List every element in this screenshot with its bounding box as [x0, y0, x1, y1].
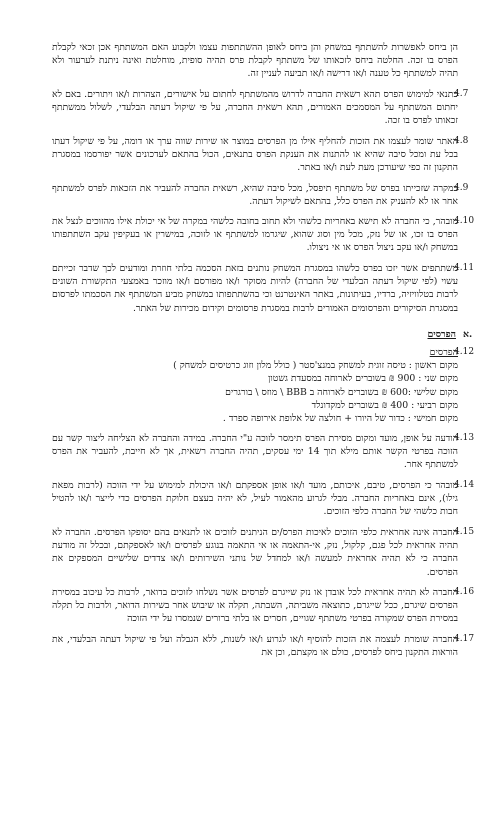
prize-fourth: מקום רביעי : 400 ₪ בשוברים למקדונלד	[311, 399, 458, 411]
clause-number: 4.10	[454, 216, 475, 226]
clause-text: הודעה על אופן, מועד ומקום מסירת הפרס תימסר לזוכה ע"י החברה. במידה והחברה לא הצליחה ליצור קשר עם הזוכה בפרטי הקשר אותם מילא תוך 14 ימי עסקים, תהיה החברה רשאית, אך לא חייבת, להעביר את הפרס למשתתף אחר.	[52, 433, 458, 471]
clause-text: במקרה שזכייתו בפרס של משתתף תיפסל, מכל סיבה שהיא, רשאית החברה להעביר את הזכאות לפרס למשתתף אחר או לא להעניק את הפרס כלל, בהתאם לשיקול דעתה.	[52, 183, 458, 208]
prize-second: מקום שני : 900 ₪ בשוברים לארוחה במסעדת גשטון	[267, 373, 458, 385]
prize-third: מקום שלישי :600 ₪ בשוברים לארוחה ב BBB \ מוזס \ בורגרים	[225, 386, 458, 398]
prize-fifth: מקום חמישי : כדור של היורו + חולצה של אלופת אירופה ספרד .	[222, 413, 458, 425]
intro-paragraph: הן ביחס לאפשרות להשתתף במשחק והן ביחס לאופן ההשתתפות עצמו ולקבוע האם המשתתף אכן זכאי לקבלת הפרס בו זכה. החלטה ביחס לזכאותו של משתתף לקבלת פרס תהיה סופית, מוחלטת ואינה ניתנת לערעור ולא תהיה למשתתף כל טענה ו/או דרישה ו/או תביעה לעניין זה.	[52, 42, 458, 80]
prizes-label: הפרסים	[429, 347, 458, 358]
clause-text: מובהר, כי החברה לא תישא באחריות כלשהי ולא תחוב בחובה כלשהי במקרה של אי יכולת אילו מהזוכים לנצל את הפרס בו זכו, או של נזק, מכל מין וסוג שהוא, שיגרמו למשתתף או לזוכה, במישרין או בעקיפין עקב השתתפותו במשחק ו/או עקב ניצול הפרס או אי ניצולו.	[52, 216, 458, 254]
clause-text: מובהר כי הפרסים, טיבם, איכותם, מועד ו/או אופן אספקתם ו/או היכולת למימוש על ידי הזוכה (לרבות מפאת גילו), אינם באחריות החברה. מבלי לגרוע מהאמור לעיל, לא יהיה בעצם חלוקת הפרסים כדי לייצר ו/או להטיל חבות כלשהי של החברה כלפי הזוכים.	[52, 480, 458, 518]
clause-text: החברה שומרת לעצמה את הזכות להוסיף ו/או לגרוע ו/או לשנות, ללא הגבלה ועל פי שיקול דעתה הבלעדי, את הוראות התקנון ביחס לפרסים, כולם או מקצתם, וכן את	[52, 634, 458, 659]
clause-number: 4.15	[454, 527, 475, 537]
clause-number: 4.17	[454, 634, 475, 644]
section-letter: א.	[463, 329, 473, 340]
clause-number: 4.13	[454, 433, 475, 443]
clause-number: 4.7	[454, 89, 469, 99]
clause-number: 4.11	[454, 263, 475, 273]
clause-number: 4.14	[454, 480, 475, 490]
clause-number: 4.8	[454, 136, 469, 146]
clause-text: כתנאי למימוש הפרס תהא רשאית החברה לדרוש מהמשתתף לחתום על אישורים, הצהרות ו/או ויתורים. באם לא יחתום המשתתף על המסמכים האמורים, תהא רשאית החברה, על פי שיקול דעתה הבלעדי, לשלול ממשתתף זכאותו לפרס בו זכה.	[52, 89, 458, 127]
clause-number: 4.16	[454, 587, 475, 597]
clause-text: החברה אינה אחראית כלפי הזוכים לאיכות הפרס/ים הניתנים לזוכים או לתנאים בהם יסופקו הפרסים. החברה לא תהיה אחראית לכל פגם, קלקול, נזק, אי-התאמה או אי התאמה בנוגע לפרסים ו/או לאספקתם, ובכלל זה מודעת החברה כי לא תהיה אחראית למעשה ו/או למחדל של נותני השירותים ו/או צדדים שלישיים המספקים את הפרסים.	[52, 527, 458, 578]
prize-first: מקום ראשון : טיסה זוגית למשחק במנצ'סטר ( כולל מלון וזוג כרטיסים למשחק )	[173, 360, 458, 372]
clause-number: 4.12	[454, 347, 475, 357]
clause-text: החברה לא תהיה אחראית לכל אובדן או נזק שייגרם לפרסים אשר נשלחו לזוכים בדואר, לרבות כל עיכוב במסירת הפרסים שיגרם, ככל שייגרם, כתוצאה משביתה, השבתה, תקלה או שיבוש אחר בשירות הדואר, ולרבות כל תקלה במסירת הפרס שמקורה בפרטי משתתף שגויים, חסרים או בלתי ברורים שנמסרו על ידי הזוכה	[52, 587, 458, 625]
clause-text: האתר שומר לעצמו את הזכות להחליף אילו מן הפרסים במוצר או שירות שווה ערך או דומה, על פי שיקול דעתו בכל עת ומכל סיבה שהיא או להתנות את הענקת הפרס בתנאים, הכול בהתאם לעדכונים אשר יפורסמו במסגרת התקנון זה כפי שיעודכן מעת לעת ו/או באתר.	[52, 136, 458, 174]
section-title: הפרסים	[427, 329, 456, 340]
clause-number: 4.9	[454, 183, 469, 193]
prizes-list	[52, 346, 458, 425]
clause-text: משתתפים אשר יזכו בפרס כלשהו במסגרת המשחק נותנים בזאת הסכמה בלתי חוזרת ומודעים לכך שדבר זכייתם עשוי (לפי שיקול דעתה הבלעדי של החברה) להיות מסוקר ו/או מפורסם ו/או מוזכר באמצעי התקשורת השונים לרבות בטלוויזיה, ברדיו, בעיתונות, באתר האינטרנט וכי בהשתתפותו במשחק מביע המשתתף את הסכמתו לפרסום במסגרת הסיקורים והפרסומים האמורים לרבות במסגרת פרסומים וקידום מכירות של האתר.	[52, 263, 458, 314]
